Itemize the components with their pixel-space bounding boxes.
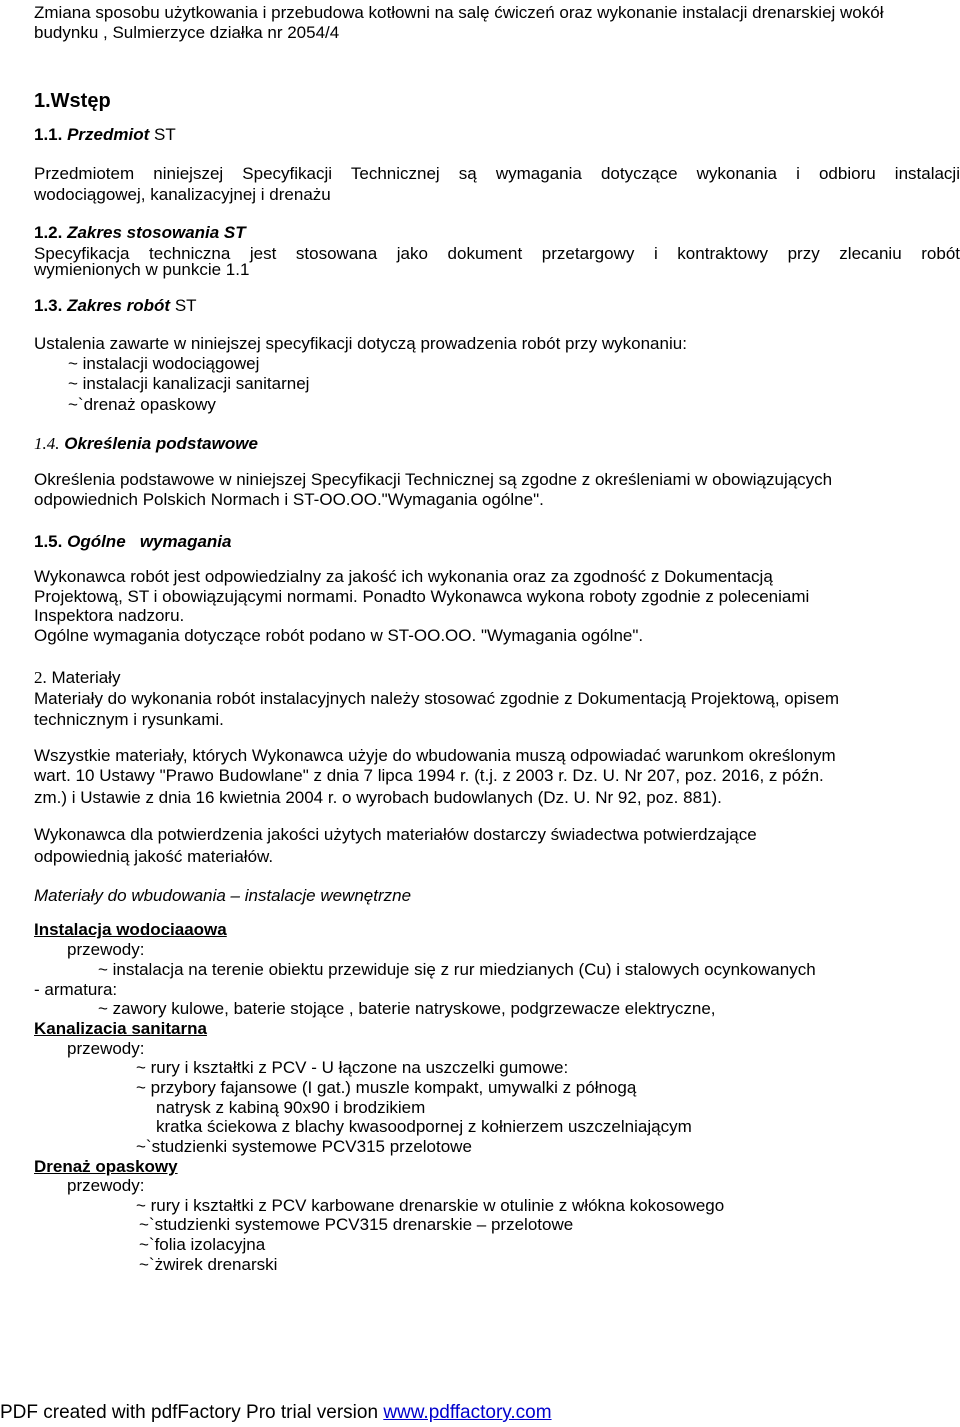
paragraph-line: Specyfikacja techniczna jest stosowana jako dokument przetargowy i kontraktowy przy zlecaniu robót: [34, 244, 960, 263]
list-item: kratka ściekowa z blachy kwasoodpornej z kołnierzem uszczelniającym: [156, 1117, 692, 1136]
water-section-title: Instalacja wodociaaowa: [34, 920, 227, 939]
section-title: Zakres robót: [67, 296, 171, 315]
pdffactory-link[interactable]: www.pdffactory.com: [383, 1402, 552, 1423]
list-item: ~ instalacji kanalizacji sanitarnej: [68, 374, 310, 393]
section-1-4-heading: [34, 434, 258, 454]
paragraph-line: Projektową, ST i obowiązującymi normami. Ponadto Wykonawca wykona roboty zgodnie z poleceniami: [34, 587, 810, 606]
paragraph-line: Ustalenia zawarte w niniejszej specyfikacji dotyczą prowadzenia robót przy wykonaniu:: [34, 334, 687, 353]
list-item: ~ przybory fajansowe (I gat.) muszle kompakt, umywalki z półnogą: [136, 1078, 637, 1097]
section-number: 2.: [34, 668, 47, 687]
section-title: Materiały: [51, 668, 121, 687]
section-number: 1.1.: [34, 125, 63, 144]
section-title: Określenia podstawowe: [64, 434, 258, 453]
section-1-3-heading: [34, 296, 197, 316]
paragraph-line: odpowiednią jakość materiałów.: [34, 847, 274, 866]
section-number: 1.4.: [34, 434, 60, 453]
paragraph-line: Wszystkie materiały, których Wykonawca użyje do wbudowania muszą odpowiadać warunkom określonym: [34, 746, 836, 765]
section-number: 1.5.: [34, 532, 63, 551]
paragraph-line: wart. 10 Ustawy "Prawo Budowlane" z dnia 7 lipca 1994 r. (t.j. z 2003 r. Dz. U. Nr 207, poz. 2016, z późn.: [34, 766, 824, 785]
footer-text: PDF created with pdfFactory Pro trial version: [0, 1402, 384, 1423]
section-title: Zakres stosowania ST: [67, 223, 246, 242]
section-1-title: 1.Wstęp: [34, 90, 111, 112]
paragraph-line: odpowiednich Polskich Normach i ST-OO.OO."Wymagania ogólne".: [34, 490, 544, 509]
header-line-1: Zmiana sposobu użytkowania i przebudowa kotłowni na salę ćwiczeń oraz wykonanie instalacji drenarskiej wokół: [34, 3, 884, 22]
list-item: ~ instalacji wodociągowej: [68, 354, 260, 373]
list-item: natrysk z kabiną 90x90 i brodzikiem: [156, 1098, 426, 1117]
paragraph-line: technicznym i rysunkami.: [34, 710, 224, 729]
list-item: ~ rury i kształtki z PCV karbowane drenarskie w otulinie z włókna kokosowego: [136, 1196, 725, 1215]
section-number: 1.2.: [34, 223, 63, 242]
paragraph-line: Przedmiotem niniejszej Specyfikacji Technicznej są wymagania dotyczące wykonania i odbioru instalacji: [34, 164, 960, 183]
list-item: ~ zawory kulowe, baterie stojące , baterie natryskowe, podgrzewacze elektryczne,: [98, 999, 716, 1018]
list-item: ~`studzienki systemowe PCV315 przelotowe: [136, 1137, 472, 1156]
drain-section-title: Drenaż opaskowy: [34, 1157, 178, 1176]
paragraph-line: Inspektora nadzoru.: [34, 606, 185, 625]
section-title: Ogólne wymagania: [67, 532, 232, 551]
paragraph-line: Ogólne wymagania dotyczące robót podano w ST-OO.OO. "Wymagania ogólne".: [34, 626, 644, 645]
section-1-2-heading: [34, 223, 246, 243]
list-item: ~`drenaż opaskowy: [68, 395, 216, 414]
paragraph-line: Wykonawca robót jest odpowiedzialny za jakość ich wykonania oraz za zgodność z Dokumentacją: [34, 567, 773, 586]
pdf-watermark-footer: [0, 1403, 552, 1423]
list-item: ~ instalacja na terenie obiektu przewiduje się z rur miedzianych (Cu) i stalowych ocynkowanych: [98, 960, 816, 979]
section-number: 1.3.: [34, 296, 63, 315]
section-2-heading: [34, 668, 120, 688]
list-item: ~`folia izolacyjna: [139, 1235, 266, 1254]
paragraph-line: Wykonawca dla potwierdzenia jakości użytych materiałów dostarczy świadectwa potwierdzające: [34, 825, 757, 844]
materials-subtitle: Materiały do wbudowania – instalacje wewnętrzne: [34, 886, 412, 905]
section-title: Przedmiot: [67, 125, 150, 144]
fittings-label: - armatura:: [34, 980, 118, 999]
paragraph-line: zm.) i Ustawie z dnia 16 kwietnia 2004 r. o wyrobach budowlanych (Dz. U. Nr 92, poz. 881).: [34, 788, 722, 807]
document-header: [34, 3, 934, 43]
pipes-label: przewody:: [67, 940, 145, 959]
paragraph-line: wodociągowej, kanalizacyjnej i drenażu: [34, 185, 331, 204]
list-item: ~`żwirek drenarski: [139, 1255, 278, 1274]
paragraph-line: Określenia podstawowe w niniejszej Specyfikacji Technicznej są zgodne z określeniami w obowiązujących: [34, 470, 833, 489]
section-suffix: ST: [154, 125, 176, 144]
section-1-5-heading: [34, 532, 231, 552]
section-1-1-heading: [34, 125, 176, 145]
pipes-label: przewody:: [67, 1039, 145, 1058]
sewer-section-title: Kanalizacia sanitarna: [34, 1019, 207, 1038]
list-item: ~`studzienki systemowe PCV315 drenarskie – przelotowe: [139, 1215, 574, 1234]
pipes-label: przewody:: [67, 1176, 145, 1195]
paragraph-line: Materiały do wykonania robót instalacyjnych należy stosować zgodnie z Dokumentacją Projektową, opisem: [34, 689, 840, 708]
header-line-2: budynku , Sulmierzyce działka nr 2054/4: [34, 23, 340, 42]
section-suffix: ST: [174, 296, 197, 315]
paragraph-line: wymienionych w punkcie 1.1: [34, 260, 250, 279]
list-item: ~ rury i kształtki z PCV - U łączone na uszczelki gumowe:: [136, 1058, 569, 1077]
